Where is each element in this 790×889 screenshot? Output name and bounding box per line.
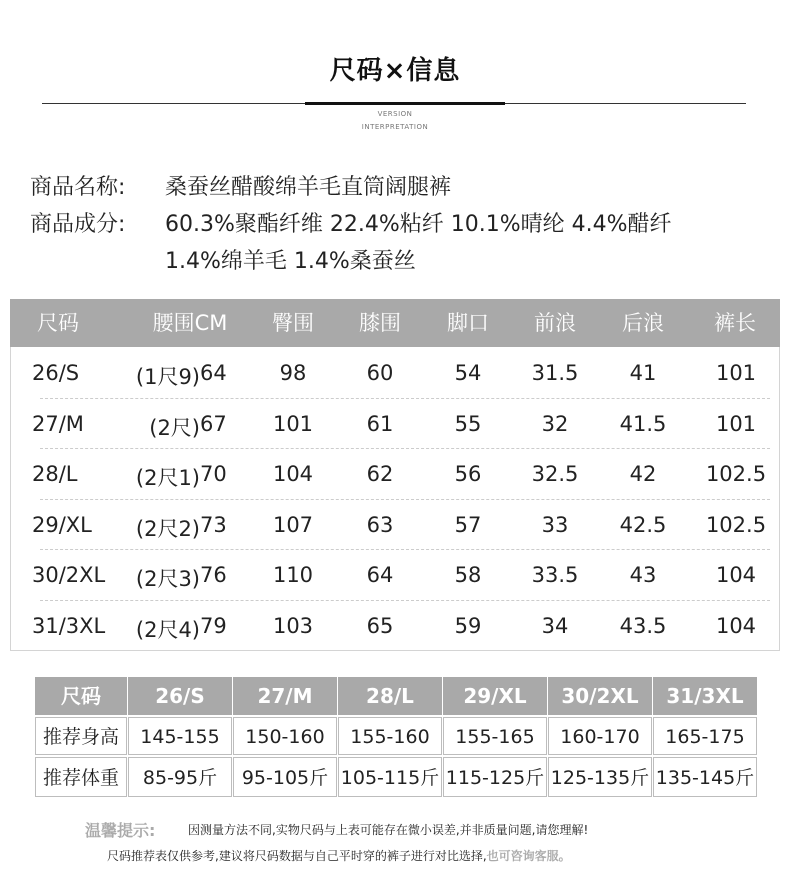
composition-line-1: 60.3%聚酯纤维 22.4%粘纤 10.1%晴纶 4.4%醋纤 xyxy=(165,212,672,237)
cell-size: 30/2XL xyxy=(32,563,106,588)
cell-waist: 67 xyxy=(200,411,227,436)
cell-hem: 54 xyxy=(454,361,482,385)
cell-back-rise: 43 xyxy=(629,563,657,588)
subtitle-version: VERSION xyxy=(377,110,413,118)
cell-back-rise: 42 xyxy=(629,462,657,487)
recommend-weight-cell: 105-115斤 xyxy=(338,757,442,797)
cell-waist-note: (2尺2) xyxy=(135,516,200,541)
table-row xyxy=(0,350,790,401)
recommend-header-size: 28/L xyxy=(338,677,442,715)
recommend-header-size: 27/M xyxy=(233,677,337,715)
row-separator xyxy=(40,549,770,550)
subtitle-interpretation: INTERPRETATION xyxy=(361,123,429,131)
cell-hem: 58 xyxy=(454,563,482,588)
cell-hem: 55 xyxy=(454,411,482,436)
cell-knee: 65 xyxy=(366,614,394,638)
cell-waist-note: (2尺3) xyxy=(135,567,200,592)
col-hem: 脚口 xyxy=(447,311,489,335)
table-row xyxy=(0,502,790,553)
cell-size: 26/S xyxy=(32,361,80,385)
cell-hip: 110 xyxy=(272,563,314,588)
composition-line-2: 1.4%绵羊毛 1.4%桑蚕丝 xyxy=(165,249,416,274)
recommend-height-cell: 150-160 xyxy=(233,717,337,755)
table-row xyxy=(0,401,790,452)
cell-back-rise: 43.5 xyxy=(619,614,667,638)
title-divider-accent xyxy=(305,102,505,105)
notes-line-2-text: 尺码推荐表仅供参考,建议将尺码数据与自己平时穿的裤子进行对比选择, xyxy=(107,849,487,863)
cell-waist: 70 xyxy=(200,462,227,487)
recommend-height-cell: 165-175 xyxy=(653,717,757,755)
cell-knee: 60 xyxy=(366,361,394,385)
cell-back-rise: 41 xyxy=(629,361,657,385)
cell-length: 102.5 xyxy=(705,462,767,487)
cell-length: 101 xyxy=(715,361,757,385)
recommend-weight-label: 推荐体重 xyxy=(35,757,127,797)
recommend-header-size: 26/S xyxy=(128,677,232,715)
notes-line-1: 因测量方法不同,实物尺码与上表可能存在微小误差,并非质量问题,请您理解! xyxy=(188,823,589,837)
cell-back-rise: 41.5 xyxy=(619,411,667,436)
cell-size: 27/M xyxy=(32,411,84,436)
cell-front-rise: 31.5 xyxy=(531,361,579,385)
notes-line-2-contact: 也可咨询客服。 xyxy=(486,849,571,863)
recommend-weight-cell: 85-95斤 xyxy=(128,757,232,797)
cell-front-rise: 33 xyxy=(541,512,569,537)
cell-hip: 103 xyxy=(272,614,314,638)
cell-length: 104 xyxy=(715,563,757,588)
cell-waist: 64 xyxy=(200,361,227,385)
recommend-height-label: 推荐身高 xyxy=(35,717,127,755)
product-name-value: 桑蚕丝醋酸绵羊毛直筒阔腿裤 xyxy=(165,175,452,200)
cell-length: 104 xyxy=(715,614,757,638)
row-separator xyxy=(40,600,770,601)
col-length: 裤长 xyxy=(714,311,756,335)
table-row xyxy=(0,451,790,502)
cell-waist-note: (2尺) xyxy=(149,415,200,440)
cell-waist: 76 xyxy=(200,563,227,588)
recommend-header-size: 30/2XL xyxy=(548,677,652,715)
recommend-weight-cell: 135-145斤 xyxy=(653,757,757,797)
cell-hip: 104 xyxy=(272,462,314,487)
row-separator xyxy=(40,448,770,449)
col-back-rise: 后浪 xyxy=(622,311,664,335)
recommend-height-cell: 155-165 xyxy=(443,717,547,755)
cell-size: 31/3XL xyxy=(32,614,106,638)
cell-waist: 79 xyxy=(200,614,227,638)
recommend-weight-cell: 125-135斤 xyxy=(548,757,652,797)
col-front-rise: 前浪 xyxy=(534,311,576,335)
cell-front-rise: 32 xyxy=(541,411,569,436)
cell-waist-note: (2尺1) xyxy=(135,466,200,491)
cell-waist: 73 xyxy=(200,512,227,537)
recommend-header-size: 31/3XL xyxy=(653,677,757,715)
cell-front-rise: 32.5 xyxy=(531,462,579,487)
recommend-weight-cell: 115-125斤 xyxy=(443,757,547,797)
cell-hip: 98 xyxy=(279,361,307,385)
col-waist: 腰围CM xyxy=(152,311,228,335)
cell-size: 28/L xyxy=(32,462,78,487)
row-separator xyxy=(40,499,770,500)
cell-length: 101 xyxy=(715,411,757,436)
page-title: 尺码×信息 xyxy=(329,56,461,86)
cell-length: 102.5 xyxy=(705,512,767,537)
cell-knee: 62 xyxy=(366,462,394,487)
cell-knee: 61 xyxy=(366,411,394,436)
composition-label: 商品成分: xyxy=(30,212,126,237)
col-hip: 臀围 xyxy=(272,311,314,335)
recommend-header-label: 尺码 xyxy=(35,677,127,715)
recommend-height-cell: 160-170 xyxy=(548,717,652,755)
product-name-label: 商品名称: xyxy=(30,175,126,200)
row-separator xyxy=(40,398,770,399)
cell-hip: 107 xyxy=(272,512,314,537)
cell-knee: 63 xyxy=(366,512,394,537)
cell-size: 29/XL xyxy=(32,512,92,537)
recommend-height-cell: 155-160 xyxy=(338,717,442,755)
size-table-header xyxy=(10,299,780,347)
table-row xyxy=(0,603,790,654)
cell-hem: 59 xyxy=(454,614,482,638)
cell-back-rise: 42.5 xyxy=(619,512,667,537)
cell-hip: 101 xyxy=(272,411,314,436)
cell-knee: 64 xyxy=(366,563,394,588)
recommend-header-size: 29/XL xyxy=(443,677,547,715)
col-size: 尺码 xyxy=(37,311,79,335)
cell-front-rise: 33.5 xyxy=(531,563,579,588)
cell-hem: 56 xyxy=(454,462,482,487)
table-row xyxy=(0,552,790,603)
recommend-height-cell: 145-155 xyxy=(128,717,232,755)
recommend-weight-cell: 95-105斤 xyxy=(233,757,337,797)
col-knee: 膝围 xyxy=(359,311,401,335)
notes-title: 温馨提示: xyxy=(85,821,156,840)
cell-front-rise: 34 xyxy=(541,614,569,638)
cell-waist-note: (2尺4) xyxy=(135,618,200,642)
cell-waist-note: (1尺9) xyxy=(135,365,200,389)
notes-line-2 xyxy=(107,847,571,864)
cell-hem: 57 xyxy=(454,512,482,537)
